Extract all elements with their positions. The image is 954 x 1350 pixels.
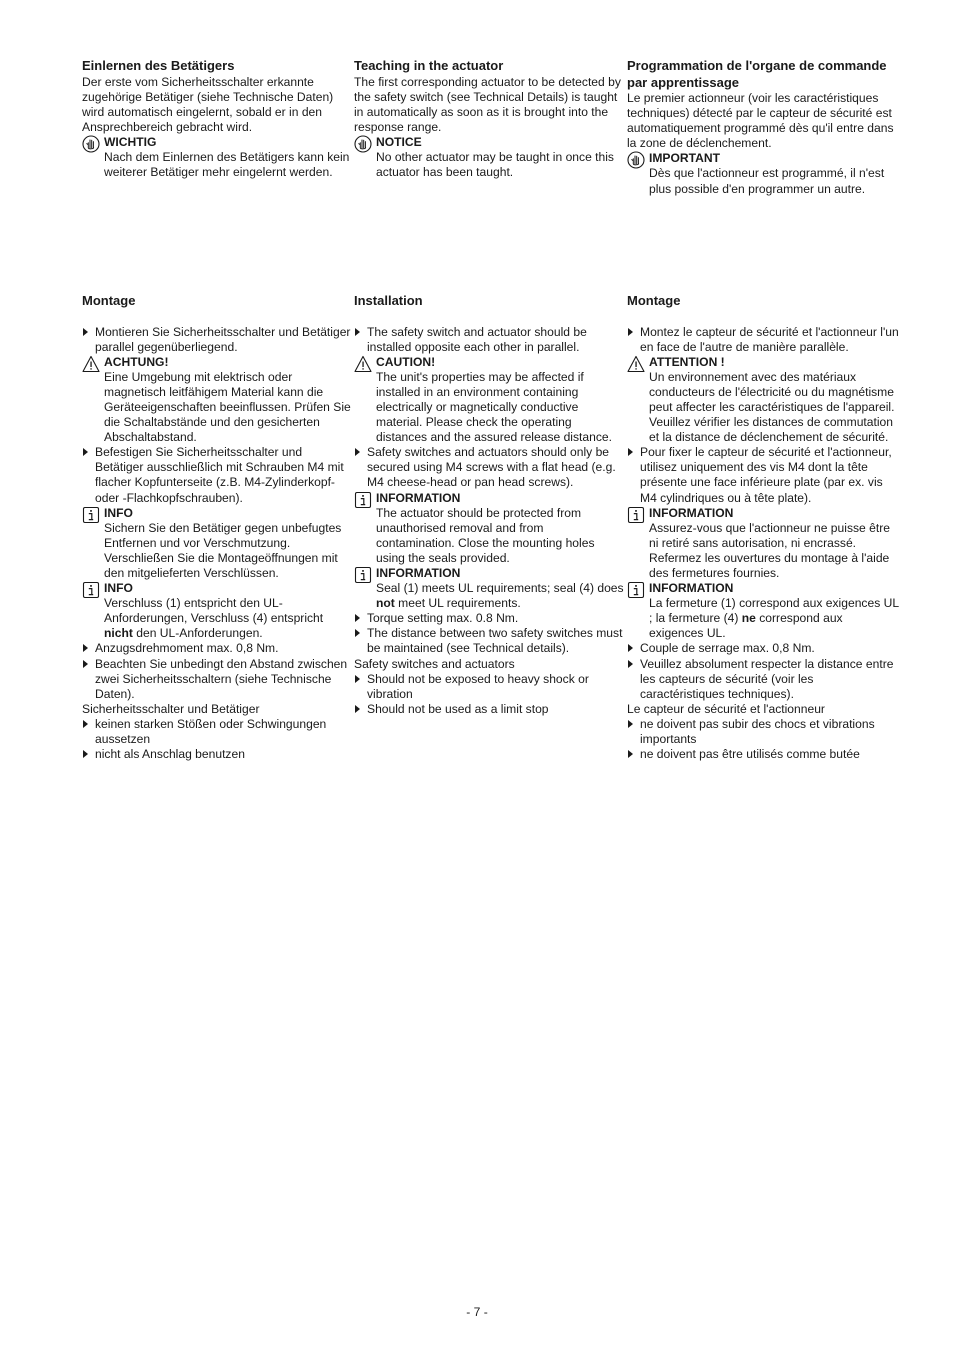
note-title: ACHTUNG! — [104, 354, 169, 369]
hand-icon — [354, 135, 372, 153]
note-title: IMPORTANT — [649, 151, 720, 166]
info-icon — [627, 506, 645, 524]
note-title: INFORMATION — [376, 490, 461, 505]
note-text: La fermeture (1) correspond aux exigences UL ; la fermeture (4) ne correspond aux exigences UL. — [649, 596, 899, 641]
important-note — [627, 151, 899, 196]
info-note — [82, 581, 352, 641]
bullet-item: keinen starken Stößen oder Schwingungen aussetzen — [82, 717, 352, 747]
teach-heading: Teaching in the actuator — [354, 58, 504, 73]
warning-triangle-icon — [627, 355, 645, 373]
page-number: - 7 - — [466, 1305, 488, 1319]
info-note — [627, 506, 899, 581]
column-english — [354, 58, 624, 716]
info-icon — [354, 491, 372, 509]
mount-heading: Installation — [354, 293, 423, 308]
bullet-item: Safety switches and actuators should only be secured using M4 screws with a flat head (e.g. M4 cheese-head or pan head screws). — [354, 445, 624, 490]
note-title: INFORMATION — [376, 566, 461, 580]
bullet-item: Should not be used as a limit stop — [354, 702, 624, 717]
column-german — [82, 58, 352, 762]
hand-icon — [82, 135, 100, 153]
bullet-item: nicht als Anschlag benutzen — [82, 747, 352, 762]
important-note — [82, 135, 352, 180]
note-text: Dès que l'actionneur est programmé, il n'est plus possible d'en programmer un autre. — [649, 166, 885, 196]
note-text: Un environnement avec des matériaux conducteurs de l'électricité ou du magnétisme peut affecter les caractéristiques de l'appareil. Veuillez vérifier les distances de commutation et la distance de déclenchement de sécurité. — [649, 369, 895, 445]
teach-heading: Einlernen des Betätigers — [82, 58, 235, 73]
paragraph: Safety switches and actuators — [354, 656, 515, 671]
caution-note — [82, 355, 352, 446]
note-title: ATTENTION ! — [649, 354, 725, 369]
paragraph: Sicherheitsschalter und Betätiger — [82, 701, 260, 716]
warning-triangle-icon — [82, 355, 100, 373]
note-text: Nach dem Einlernen des Betätigers kann kein weiterer Betätiger mehr eingelernt werden. — [104, 149, 350, 180]
bullet-item: Montieren Sie Sicherheitsschalter und Betätiger parallel gegenüberliegend. — [82, 325, 352, 355]
installation-section — [354, 293, 624, 717]
note-title: INFORMATION — [649, 581, 734, 596]
info-icon — [627, 581, 645, 599]
hand-icon — [627, 151, 645, 169]
info-icon — [82, 506, 100, 524]
note-text: The unit's properties may be affected if installed in an environment containing electrically or magnetically conductive material. Please check the operating distances and the assured release distance. — [376, 369, 612, 445]
note-text: The actuator should be protected from unauthorised removal and from contamination. Close the mounting holes using the seals provided. — [376, 505, 595, 565]
caution-note — [627, 355, 899, 446]
teach-text: The first corresponding actuator to be detected by the safety switch (see Technical Details) is taught in automatically as soon as it is brought into the response range. — [354, 74, 621, 134]
info-note — [354, 491, 624, 566]
bullet-item: Montez le capteur de sécurité et l'actionneur l'un en face de l'autre de manière parallèle. — [627, 325, 899, 355]
note-title: INFORMATION — [649, 505, 734, 520]
installation-section — [627, 293, 899, 762]
installation-section — [82, 293, 352, 762]
note-text: No other actuator may be taught in once this actuator has been taught. — [376, 149, 614, 180]
info-note — [82, 506, 352, 581]
bullet-item: Pour fixer le capteur de sécurité et l'actionneur, utilisez uniquement des vis M4 dont la tête présente une face inférieure plate (par ex. vis M4 cylindriques ou à tête plate). — [627, 445, 899, 505]
caution-note — [354, 355, 624, 446]
bullet-item: Should not be exposed to heavy shock or vibration — [354, 672, 624, 702]
note-text: Verschluss (1) entspricht den UL-Anforderungen, Verschluss (4) entspricht nicht den UL-Anforderungen. — [104, 596, 324, 641]
teach-heading: Programmation de l'organe de commande par apprentissage — [627, 58, 887, 90]
column-french — [627, 58, 899, 762]
note-title: INFO — [104, 581, 133, 596]
important-note — [354, 135, 624, 180]
bullet-item: Couple de serrage max. 0,8 Nm. — [627, 641, 899, 656]
info-icon — [82, 581, 100, 599]
mount-heading: Montage — [82, 293, 136, 308]
teach-text: Der erste vom Sicherheitsschalter erkannte zugehörige Betätiger (siehe Technische Daten) wird automatisch eingelernt, sobald er in den Ansprechbereich gebracht wird. — [82, 74, 334, 134]
bullet-item: Beachten Sie unbedingt den Abstand zwischen zwei Sicherheitsschaltern (siehe Technische Daten). — [82, 657, 352, 702]
bullet-item: Anzugsdrehmoment max. 0,8 Nm. — [82, 641, 352, 656]
info-icon — [354, 566, 372, 584]
bullet-item: Veuillez absolument respecter la distance entre les capteurs de sécurité (voir les caractéristiques techniques). — [627, 657, 899, 702]
info-note — [627, 581, 899, 641]
note-text: Assurez-vous que l'actionneur ne puisse être ni retiré sans autorisation, ni encrassé. Refermez les ouvertures du montage à l'aide des fermetures fournies. — [649, 520, 890, 580]
bullet-item: Torque setting max. 0.8 Nm. — [354, 611, 624, 626]
note-text: Eine Umgebung mit elektrisch oder magnetisch leitfähigem Material kann die Geräteeigenschaften beeinflussen. Prüfen Sie die Schaltabstände und den gesicherten Abschaltabstand. — [104, 369, 351, 445]
mount-heading: Montage — [627, 293, 681, 308]
note-title: CAUTION! — [376, 354, 436, 369]
bullet-item: ne doivent pas être utilisés comme butée — [627, 747, 899, 762]
info-note — [354, 566, 624, 611]
note-title: WICHTIG — [104, 134, 157, 149]
bullet-item: ne doivent pas subir des chocs et vibrations importants — [627, 717, 899, 747]
note-text: Sichern Sie den Betätiger gegen unbefugtes Entfernen und vor Verschmutzung. Verschließen Sie die Montageöffnungen mit den mitgelieferten Verschlüssen. — [104, 520, 342, 580]
bullet-item: Befestigen Sie Sicherheitsschalter und Betätiger ausschließlich mit Schrauben M4 mit flacher Kopfunterseite (z.B. M4-Zylinderkopf- oder -Flachkopfschrauben). — [82, 445, 352, 505]
note-title: INFO — [104, 505, 133, 520]
warning-triangle-icon — [354, 355, 372, 373]
teach-text: Le premier actionneur (voir les caractéristiques techniques) détecté par le capteur de sécurité est automatiquement programmé dès qu'il entre dans la zone de déclenchement. — [627, 91, 894, 151]
bullet-item: The safety switch and actuator should be installed opposite each other in parallel. — [354, 325, 624, 355]
paragraph: Le capteur de sécurité et l'actionneur — [627, 701, 825, 716]
bullet-item: The distance between two safety switches must be maintained (see Technical details). — [354, 626, 624, 656]
note-text: Seal (1) meets UL requirements; seal (4) does not meet UL requirements. — [376, 581, 624, 611]
note-title: NOTICE — [376, 134, 422, 149]
